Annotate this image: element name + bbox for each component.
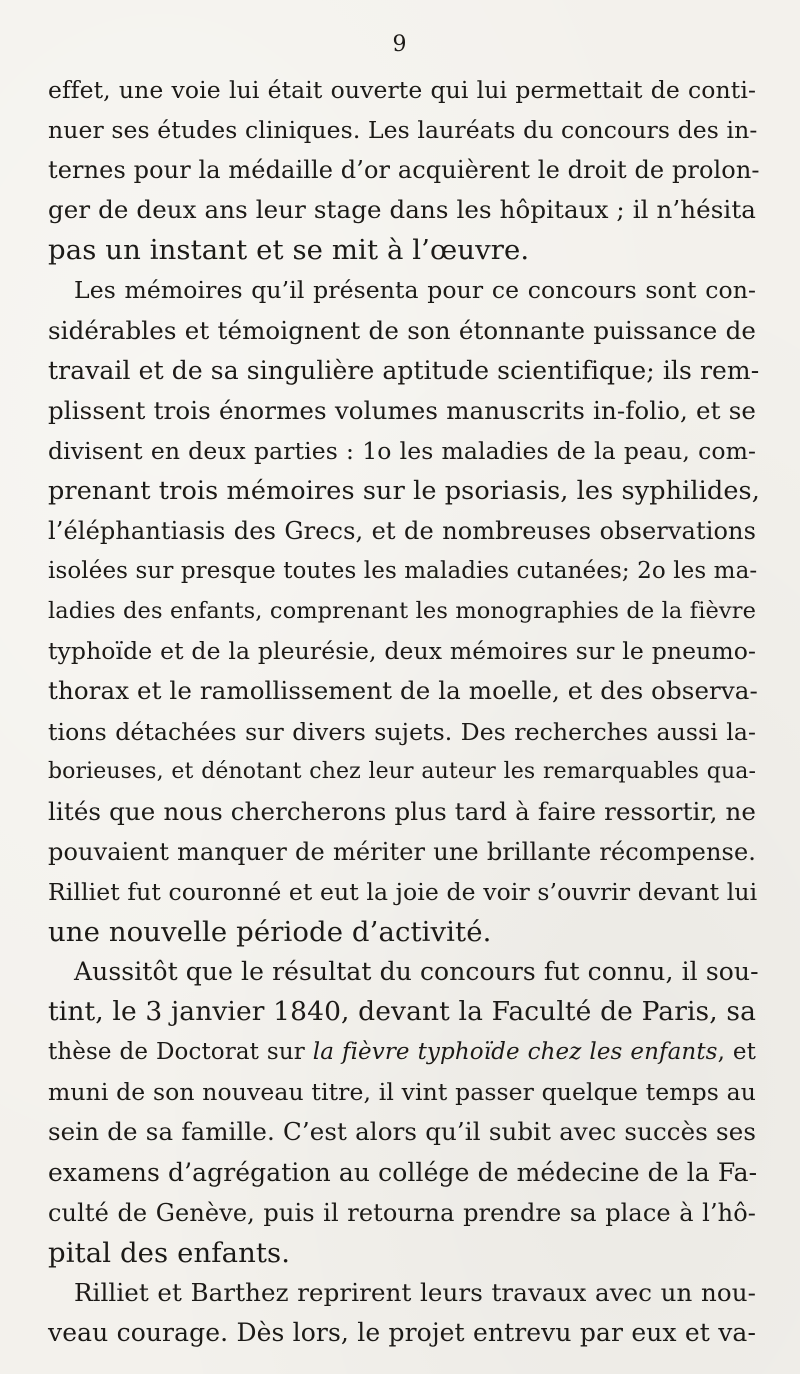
text-line: culté de Genève, puis il retourna prendre sa place à l’hô- [48,1198,756,1227]
text-line: effet, une voie lui était ouverte qui lui permettait de conti- [48,76,756,104]
text-line: veau courage. Dès lors, le projet entrevu par eux et va- [48,1317,756,1347]
text-line: sein de sa famille. C’est alors qu’il subit avec succès ses [48,1117,756,1147]
text-line: pital des enfants. [48,1236,291,1269]
text-line: typhoïde et de la pleurésie, deux mémoires sur le pneumo- [48,637,756,666]
text-line: l’éléphantiasis des Grecs, et de nombreuses observations [48,517,756,546]
italic-title: la fièvre typhoïde chez les enfants [312,1039,718,1066]
text-line: prenant trois mémoires sur le psoriasis, les syphilides, [48,475,760,506]
text-run: thèse de Doctorat sur [48,1039,313,1066]
text-line: ternes pour la médaille d’or acquièrent le droit de prolon- [48,156,760,185]
text-line: examens d’agrégation au collége de médecine de la Fa- [48,1157,758,1187]
text-line: sidérables et témoignent de son étonnante puissance de [48,315,756,345]
text-line: Rilliet fut couronné et eut la joie de voir s’ouvrir devant lui [48,877,758,906]
page-number: 9 [392,32,408,57]
text-line: plissent trois énormes volumes manuscrits in-folio, et se [48,395,756,425]
text-line: travail et de sa singulière aptitude scientifique; ils rem- [48,355,760,385]
text-line: pouvaient manquer de mériter une brillante récompense. [48,837,756,866]
text-line: tions détachées sur divers sujets. Des recherches aussi la- [48,717,756,746]
text-line: une nouvelle période d’activité. [48,915,492,948]
text-line: isolées sur presque toutes les maladies cutanées; 2o les ma- [48,558,758,585]
text-line [48,1032,756,1072]
text-line: tint, le 3 janvier 1840, devant la Faculté de Paris, sa [48,996,756,1028]
text-line: pas un instant et se mit à l’œuvre. [48,234,530,267]
text-line: muni de son nouveau titre, il vint passer quelque temps au [48,1078,756,1107]
text-line: borieuses, et dénotant chez leur auteur les remarquables qua- [48,758,756,784]
text-line: thorax et le ramollissement de la moelle, et des observa- [48,676,758,706]
text-run: , et [717,1039,756,1066]
text-line: nuer ses études cliniques. Les lauréats du concours des in- [48,116,758,145]
text-line: Les mémoires qu’il présenta pour ce concours sont con- [74,276,756,305]
text-line: ladies des enfants, comprenant les monographies de la fièvre [48,598,756,625]
body-text [48,70,760,1353]
text-line: Aussitôt que le résultat du concours fut connu, il sou- [74,957,759,987]
text-line: Rilliet et Barthez reprirent leurs travaux avec un nou- [74,1277,756,1307]
text-line: divisent en deux parties : 1o les maladies de la peau, com- [48,436,756,465]
text-line: ger de deux ans leur stage dans les hôpitaux ; il n’hésita [48,195,756,225]
text-line: lités que nous chercherons plus tard à faire ressortir, ne [48,796,756,826]
